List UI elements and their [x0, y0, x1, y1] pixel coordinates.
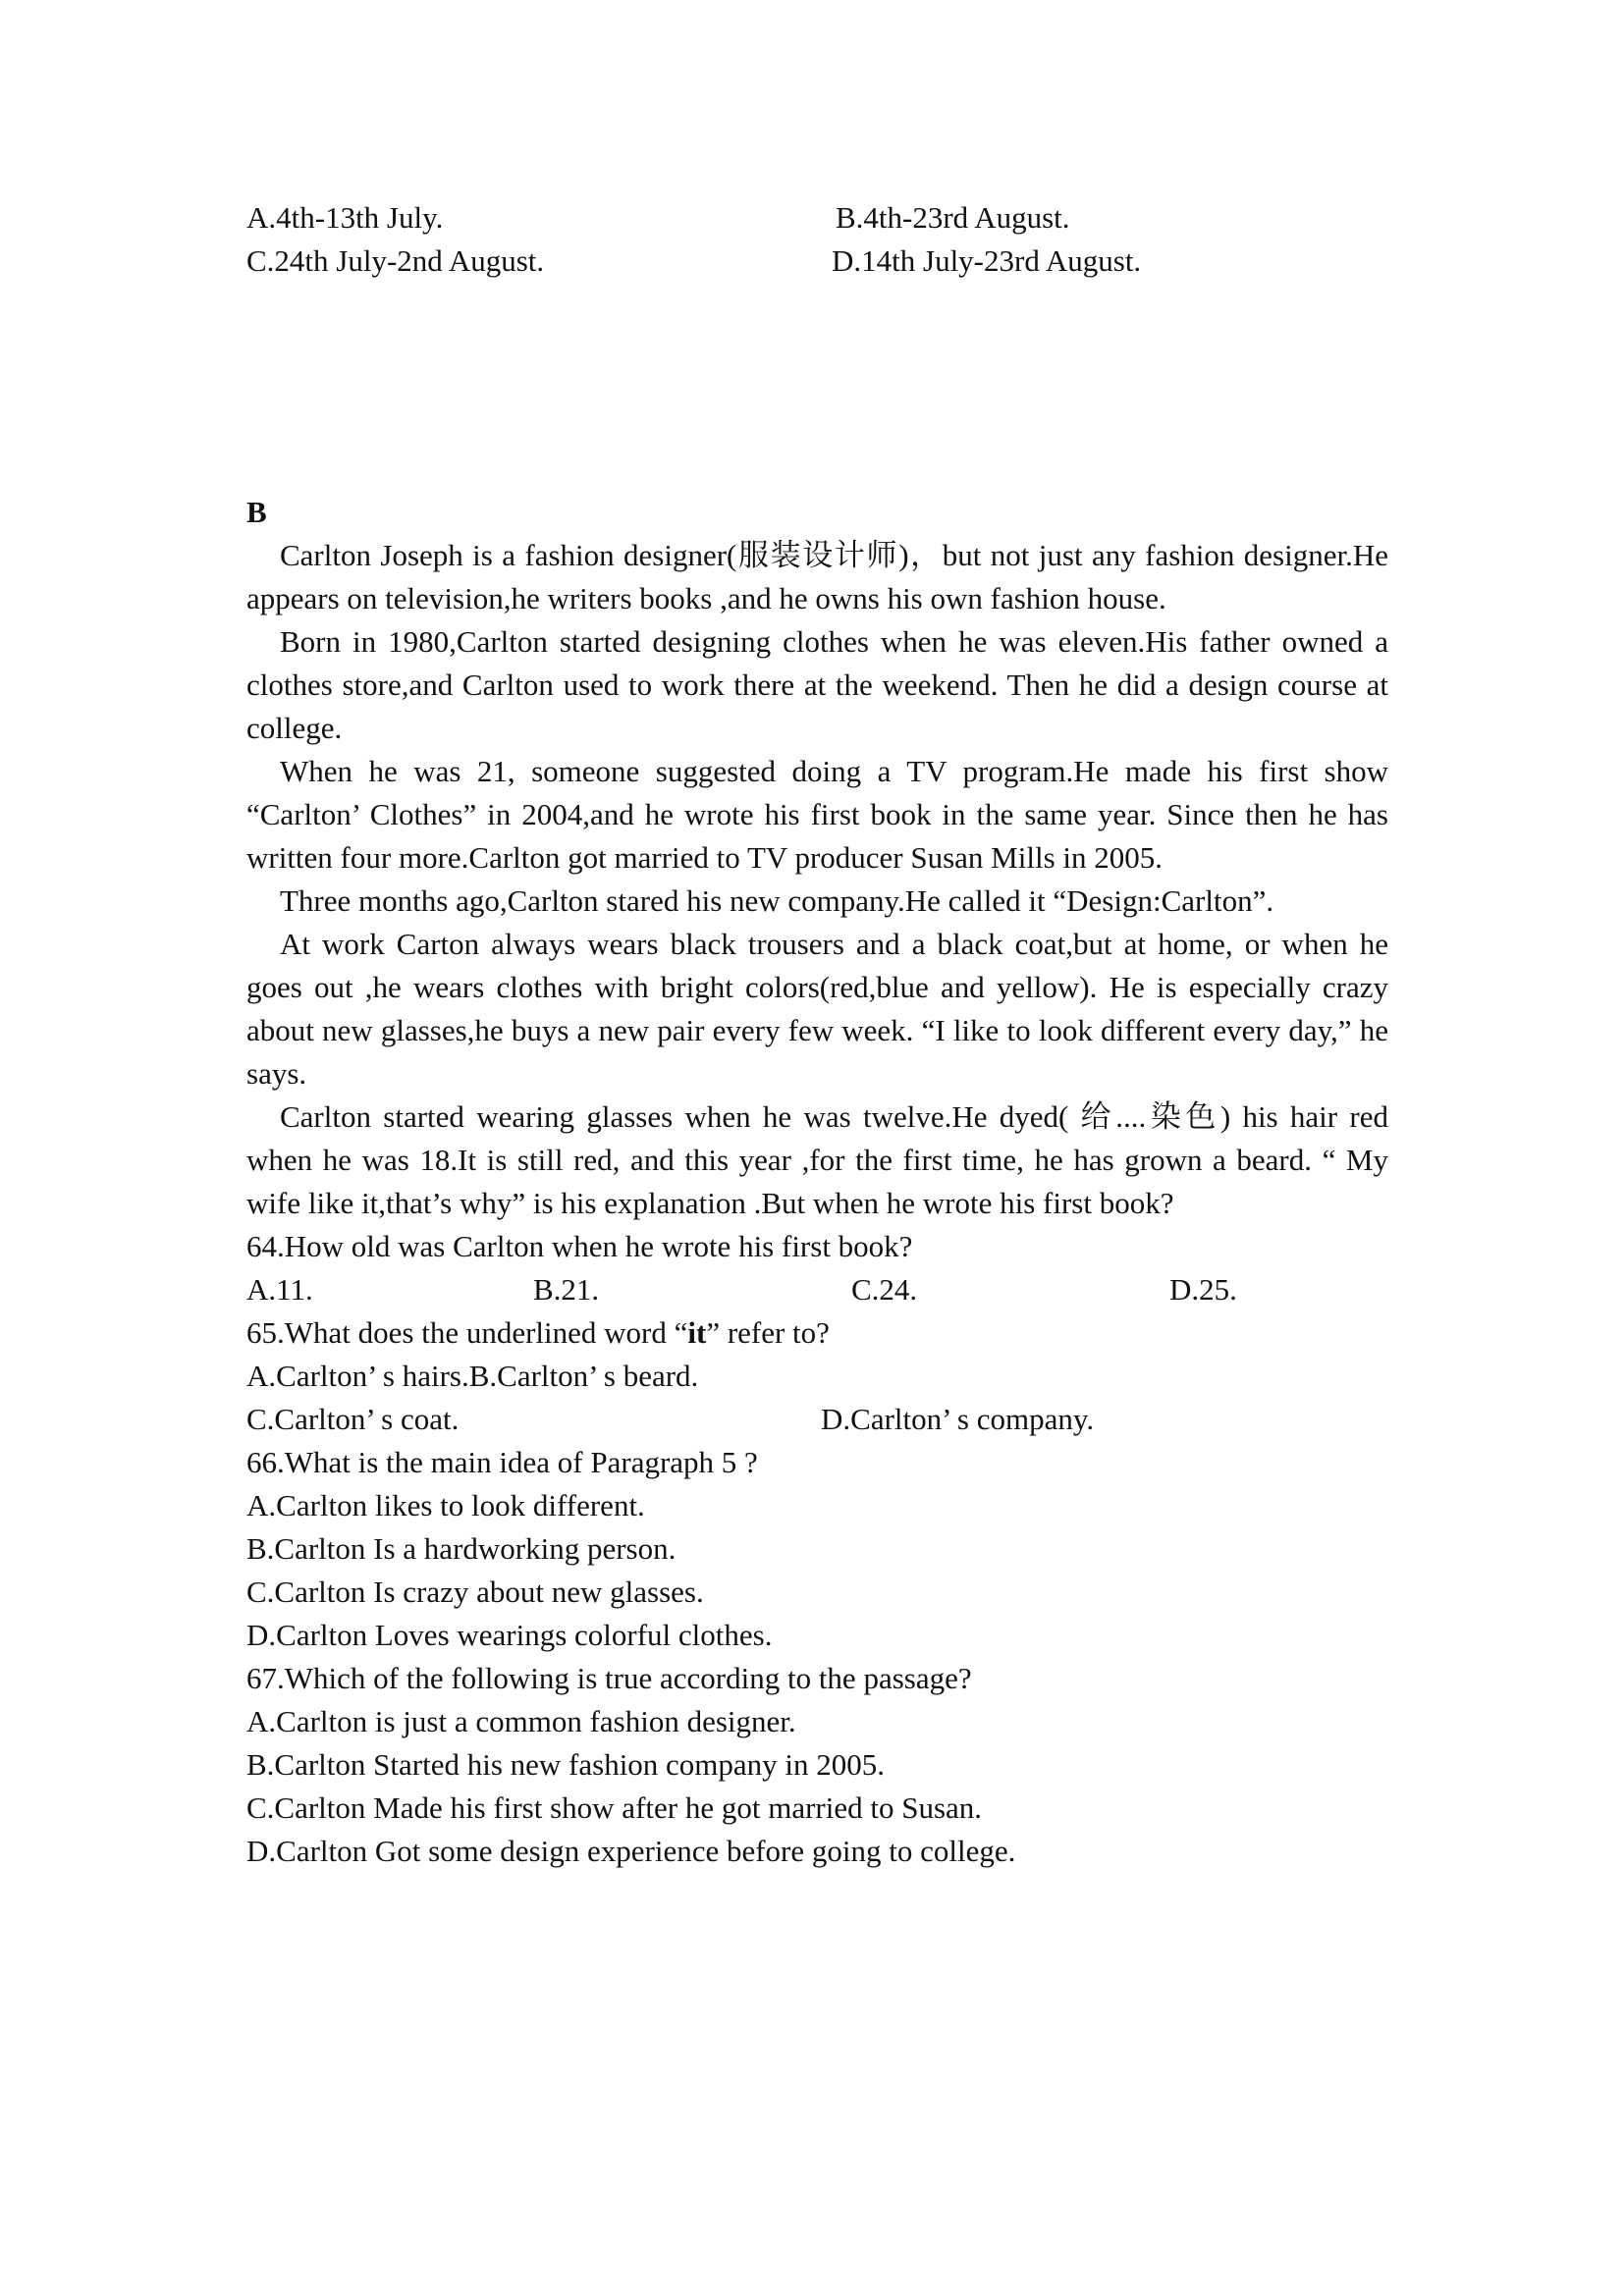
- q65-stem-word: it: [687, 1315, 707, 1350]
- question-65-stem: [246, 1311, 1388, 1355]
- q66-option-d: D.Carlton Loves wearings colorful clothes.: [246, 1618, 773, 1652]
- prev-option-d: D.14th July-23rd August.: [832, 243, 1142, 278]
- section-title: B: [246, 495, 267, 529]
- q64-option-b: B.21.: [533, 1272, 600, 1307]
- paragraph-5: At work Carton always wears black trousers and a black coat,but at home, or when he goes out ,he wears clothes with bright colors(red,blue and yellow). He is especially crazy about new glasses,he buys a new pair every few week. “I like to look different every day,” he says.: [246, 927, 1388, 1091]
- q64-option-c: C.24.: [851, 1272, 918, 1307]
- q67-option-b: B.Carlton Started his new fashion company in 2005.: [246, 1747, 886, 1782]
- q66-option-a: A.Carlton likes to look different.: [246, 1488, 645, 1522]
- paragraph-4: Three months ago,Carlton stared his new company.He called it “Design:Carlton”.: [280, 883, 1274, 918]
- q64-option-d: D.25.: [1169, 1272, 1237, 1307]
- q65-stem-after: ” refer to?: [706, 1315, 830, 1350]
- q65-stem-before: 65.What does the underlined word “: [246, 1315, 688, 1350]
- q65-option-ab: A.Carlton’ s hairs.B.Carlton’ s beard.: [246, 1359, 699, 1393]
- q66-option-c: C.Carlton Is crazy about new glasses.: [246, 1575, 704, 1609]
- prev-options-row-1: [246, 196, 1388, 240]
- document-page: [246, 196, 1388, 1873]
- question-65-options-cd: [246, 1398, 1388, 1441]
- prev-option-a: A.4th-13th July.: [246, 200, 444, 235]
- q64-option-a: A.11.: [246, 1272, 313, 1307]
- q67-option-d: D.Carlton Got some design experience before going to college.: [246, 1834, 1016, 1868]
- q65-option-c: C.Carlton’ s coat.: [246, 1402, 460, 1436]
- paragraph-1: Carlton Joseph is a fashion designer(服装设计师)，but not just any fashion designer.He appears on television,he writers books ,and he owns his own fashion house.: [246, 538, 1388, 615]
- question-64-stem: 64.How old was Carlton when he wrote his first book?: [246, 1229, 913, 1263]
- q67-option-a: A.Carlton is just a common fashion designer.: [246, 1704, 796, 1738]
- prev-option-b: B.4th-23rd August.: [836, 200, 1070, 235]
- question-64-options: [246, 1268, 1388, 1311]
- q65-option-d: D.Carlton’ s company.: [821, 1402, 1095, 1436]
- paragraph-2: Born in 1980,Carlton started designing clothes when he was eleven.His father owned a clothes store,and Carlton used to work there at the weekend. Then he did a design course at college.: [246, 624, 1388, 745]
- paragraph-6: Carlton started wearing glasses when he was twelve.He dyed( 给....染色) his hair red when he was 18.It is still red, and this year ,for the first time, he has grown a beard. “ My wife like it,that’s why” is his explanation .But when he wrote his first book?: [246, 1099, 1388, 1220]
- question-66-stem: 66.What is the main idea of Paragraph 5 ?: [246, 1445, 758, 1479]
- q67-option-c: C.Carlton Made his first show after he got married to Susan.: [246, 1790, 983, 1825]
- paragraph-3: When he was 21, someone suggested doing a TV program.He made his first show “Carlton’ Clothes” in 2004,and he wrote his first book in the same year. Since then he has written four more.Carlton got married to TV producer Susan Mills in 2005.: [246, 754, 1388, 875]
- q66-option-b: B.Carlton Is a hardworking person.: [246, 1531, 677, 1566]
- prev-options-row-2: [246, 240, 1388, 283]
- spacer: [246, 283, 1388, 491]
- question-67-stem: 67.Which of the following is true according to the passage?: [246, 1661, 972, 1695]
- prev-option-c: C.24th July-2nd August.: [246, 243, 545, 278]
